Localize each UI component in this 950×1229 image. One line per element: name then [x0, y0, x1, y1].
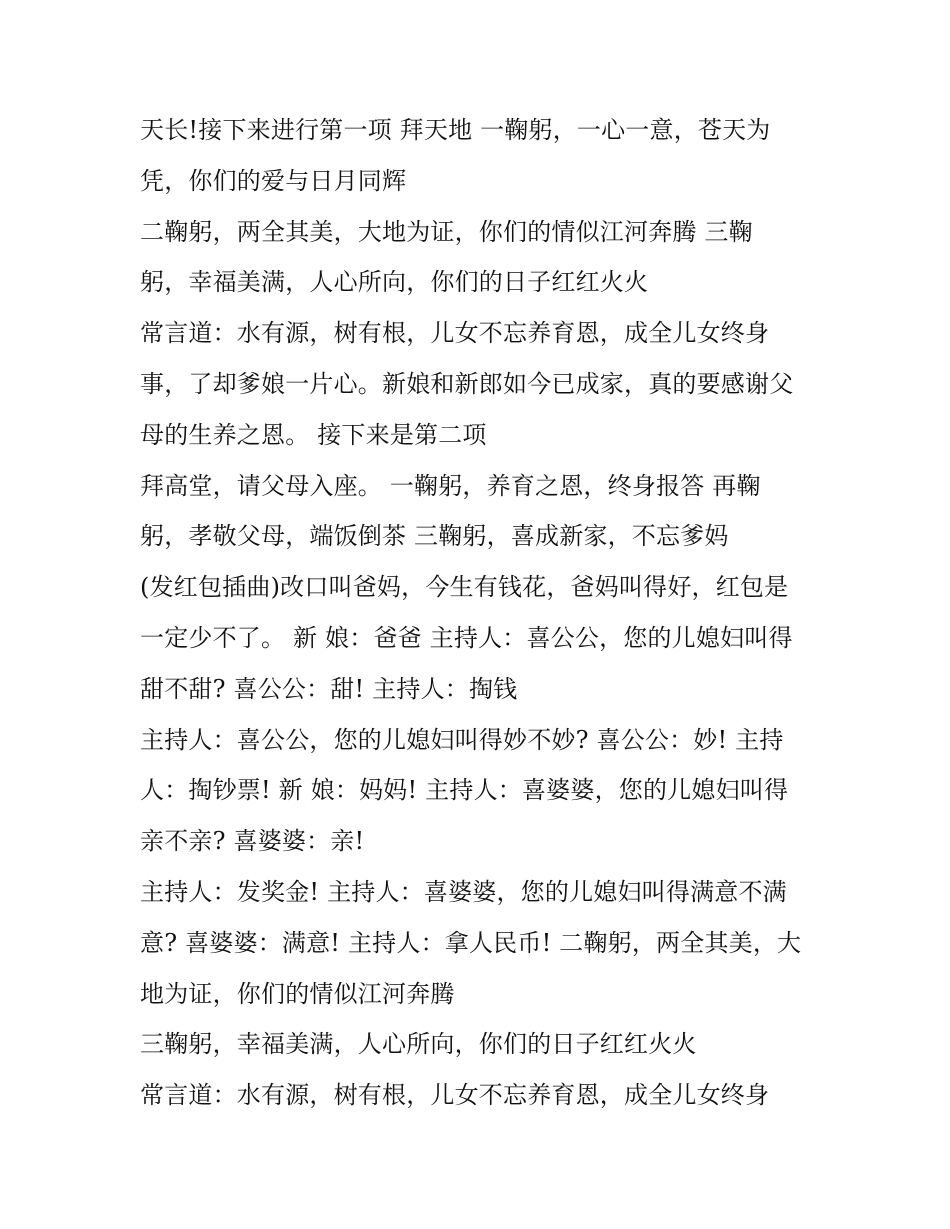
text-line-8: 拜高堂，请父母入座。 一鞠躬，养育之恩，终身报答 再鞠: [140, 471, 761, 500]
text-line-15: 亲不亲? 喜婆婆：亲!: [140, 827, 365, 856]
text-line-12: 甜不甜? 喜公公：甜! 主持人：掏钱: [140, 674, 518, 703]
text-line-19: 三鞠躬，幸福美满，人心所向，你们的日子红红火火: [140, 1030, 697, 1059]
text-line-11: 一定少不了。 新 娘：爸爸 主持人：喜公公，您的儿媳妇叫得: [140, 623, 793, 652]
text-line-2: 凭，你们的爱与日月同辉: [140, 166, 407, 195]
text-line-7: 母的生养之恩。 接下来是第二项: [140, 420, 487, 449]
document-text-body: [140, 111, 840, 1127]
text-line-6: 事，了却爹娘一片心。新娘和新郎如今已成家，真的要感谢父: [140, 369, 794, 398]
text-line-13: 主持人：喜公公，您的儿媳妇叫得妙不妙? 喜公公：妙! 主持: [140, 725, 784, 754]
text-line-20: 常言道：水有源，树有根，儿女不忘养育恩，成全儿女终身: [140, 1081, 770, 1110]
text-line-4: 躬，幸福美满，人心所向，你们的日子红红火火: [140, 268, 649, 297]
text-line-1: 天长!接下来进行第一项 拜天地 一鞠躬，一心一意，苍天为: [140, 116, 771, 144]
text-line-14: 人：掏钞票! 新 娘：妈妈! 主持人：喜婆婆，您的儿媳妇叫得: [140, 776, 789, 805]
text-line-18: 地为证，你们的情似江河奔腾: [140, 979, 455, 1008]
text-line-3: 二鞠躬，两全其美，大地为证，你们的情似江河奔腾 三鞠: [140, 217, 753, 246]
text-line-9: 躬，孝敬父母，端饭倒茶 三鞠躬，喜成新家，不忘爹妈: [140, 522, 729, 551]
text-line-16: 主持人：发奖金! 主持人：喜婆婆，您的儿媳妇叫得满意不满: [140, 877, 787, 906]
text-line-10: (发红包插曲)改口叫爸妈，今生有钱花，爸妈叫得好，红包是: [140, 573, 789, 602]
text-line-17: 意? 喜婆婆：满意! 主持人：拿人民币! 二鞠躬，两全其美，大: [140, 928, 802, 957]
text-line-5: 常言道：水有源，树有根，儿女不忘养育恩，成全儿女终身: [140, 319, 770, 348]
